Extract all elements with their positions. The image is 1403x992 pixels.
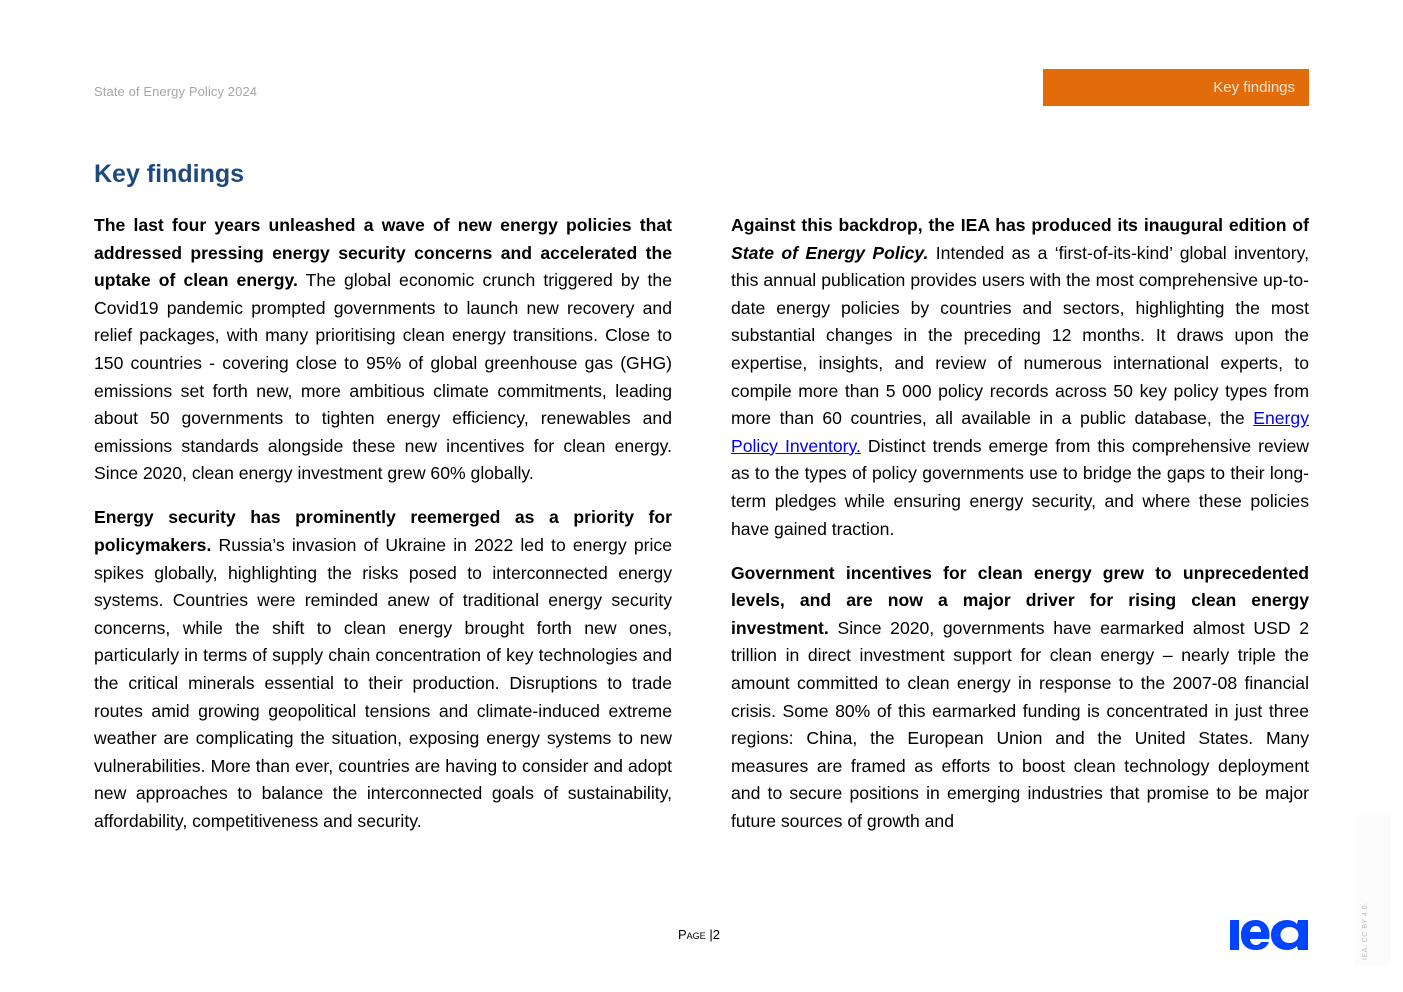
section-tab-label: Key findings — [1213, 79, 1295, 96]
paragraph-energy-security — [94, 504, 672, 835]
paragraph-lead: Government incentives for clean energy grew to unprecedented levels, and are now a major driver for rising clean energy investment. — [731, 562, 1309, 638]
page-number-value: 2 — [712, 927, 720, 942]
paragraph-body: The global economic crunch triggered by the Covid19 pandemic prompted governments to launch new recovery and relief packages, with many prioritising clean energy transitions. Close to 150 countries - covering close to 95% of global greenhouse gas (GHG) emissions set forth new, more ambitious climate commitments, leading about 50 governments to tighten energy efficiency, renewables and emissions standards alongside these new incentives for clean energy. Since 2020, clean energy investment grew 60% globally. — [94, 270, 672, 484]
license-text: IEA. CC BY 4.0. — [1362, 902, 1369, 960]
running-header-title: State of Energy Policy 2024 — [94, 84, 258, 99]
paragraph-body-continued: Distinct trends emerge from this comprehensive review as to the types of policy governments use to bridge the gaps to their long-term pledges while ensuring energy security, and where these policies have gained traction. — [731, 435, 1309, 539]
right-column — [731, 212, 1309, 852]
paragraph-lead: Energy security has prominently reemerged as a priority for policymakers. — [94, 507, 672, 556]
section-tab — [1043, 69, 1309, 106]
paragraph-new-energy-policies — [94, 212, 672, 488]
publication-title: State of Energy Policy. — [731, 242, 929, 263]
paragraph-lead: The last four years unleashed a wave of new energy policies that addressed pressing energy security concerns and accelerated the uptake of clean energy. — [94, 215, 672, 291]
license-strip — [1355, 815, 1391, 965]
left-column — [94, 212, 672, 852]
energy-policy-inventory-link[interactable]: Energy Policy Inventory. — [731, 408, 1309, 456]
iea-logo-icon — [1230, 918, 1308, 952]
page-separator: | — [709, 927, 713, 942]
page-title: Key findings — [94, 160, 245, 188]
page-number — [678, 927, 720, 942]
paragraph-body: Since 2020, governments have earmarked almost USD 2 trillion in direct investment support for clean energy – nearly triple the amount committed to clean energy in response to the 2007-08 financial crisis. Some 80% of this earmarked funding is concentrated in just three regions: China, the European Union and the United States. Many measures are framed as efforts to boost clean technology deployment and to secure positions in emerging industries that promise to be major future sources of growth and — [731, 617, 1309, 831]
paragraph-government-incentives — [731, 560, 1309, 836]
paragraph-body: Russia’s invasion of Ukraine in 2022 led to energy price spikes globally, highlighting the risks posed to interconnected energy systems. Countries were reminded anew of traditional energy security concerns, while the shift to clean energy brought forth new ones, particularly in terms of supply chain concentration of key technologies and the critical minerals essential to their production. Disruptions to trade routes amid growing geopolitical tensions and climate-induced extreme weather are complicating the situation, exposing energy systems to new vulnerabilities. More than ever, countries are having to consider and adopt new approaches to balance the interconnected goals of sustainability, affordability, competitiveness and security. — [94, 535, 672, 831]
paragraph-iea-inaugural-edition — [731, 212, 1309, 543]
page-label: Page — [678, 927, 706, 942]
paragraph-body: Intended as a ‘first-of-its-kind’ global inventory, this annual publication provides users with the most comprehensive up-to-date energy policies by countries and sectors, highlighting the most substantial changes in the preceding 12 months. It draws upon the expertise, insights, and review of numerous international experts, to compile more than 5 000 policy records across 50 key policy types from more than 60 countries, all available in a public database, the — [731, 242, 1309, 429]
paragraph-lead: Against this backdrop, the IEA has produced its inaugural edition of — [731, 215, 1309, 235]
